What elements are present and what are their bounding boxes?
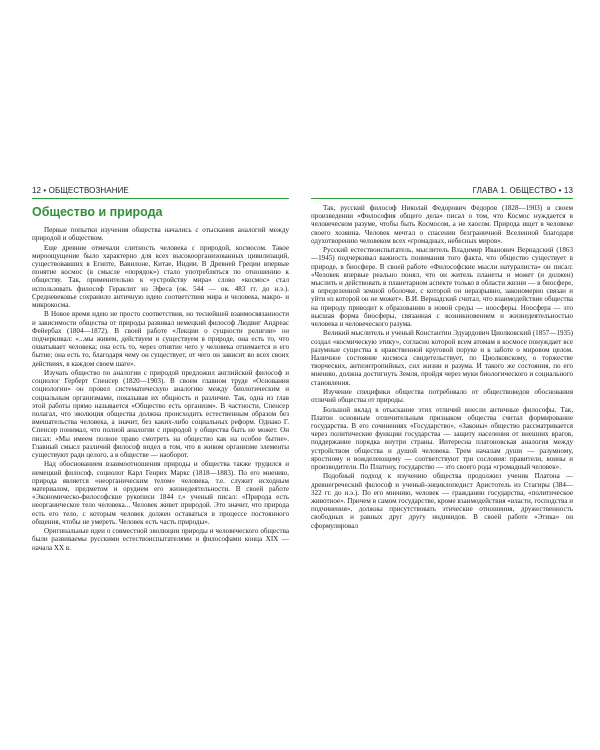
paragraph: Так, русский философ Николай Федорович Федоров (1828—1903) в своем произведении «Философия общего дела» писал о том, что Космос нуждается в человеческом разуме, чтобы быть Космосом, а не хаосом. Природа ищет в человеке своего хозяина. Человек мечтал о спасении безграничной Вселенной благодаря одухотворению человеком всех «громадных, небесных миров». — [311, 204, 573, 245]
paragraph: Еще древние отмечали слитность человека с природой, космосом. Такое мироощущение было характерно для всех высокоорганизованных цивилизаций, существовавших в Египте, Вавилоне, Китае, Индии. В Древней Греции впервые понятие космос (в смысле «порядок») стало употребляться по отношению к обществу. Так, применительно к «устройству мира» слово «космос» стал использовать философ Гераклит из Эфеса (ок. 544 — ок. 483 гг. до н.э.). Средневековье сохранило античную идею соответствия мира и человека, макро- и микрокосма. — [32, 243, 289, 310]
right-body-text — [311, 204, 573, 530]
paragraph: Подобный подход к изучению общества продолжил ученик Платона — древнегреческий философ и ученый-энциклопедист Аристотель из Стагиры (384—322 гг. до н.э.). По его мнению, человек — гражданин государства, «политическое животное». Причем в самом государстве, кроме взаимодействия «власти, господства и подчинения», должны присутствовать этические отношения, дружественность свободных и равных друг другу индивидов. В своей работе «Этика» он сформулировал — [311, 472, 573, 530]
right-running-header: ГЛАВА 1. ОБЩЕСТВО • 13 — [311, 186, 573, 199]
paragraph: Первые попытки изучения общества начались с отыскания аналогий между природой и обществом. — [32, 226, 289, 243]
paragraph: Великий мыслитель и ученый Константин Эдуардович Циолковский (1857—1935) создал «космическую этику», согласно которой всем атомам в космосе понуждает все разумные существа к нравственной круговой поруке и к заботе о мировом целом. Наличное состояние космоса свидетельствует, по Циолковскому, о торжестве творческих, антиэнтропийных, сил жизни и разума. И такого же состояния, по его мнению, должна достигнуть Земля, пройдя через муки биологического и социального становления. — [311, 329, 573, 387]
left-running-header: 12 • ОБЩЕСТВОЗНАНИЕ — [32, 186, 289, 199]
left-body-text — [32, 226, 289, 552]
left-page — [32, 186, 289, 686]
paragraph: В Новое время идею не просто соответствия, но теснейшей взаимосвязанности и зависимости общества от природы развивал немецкий философ Людвиг Андреас Фейербах (1804—1872). В своей работе «Лекции о сущности религии» он подчеркивал: «...мы живем, действуем и существуем в природе, она есть то, что охватывает человека; она есть то, через отнятие чего у человека отнимается и его бытие; она есть то, благодаря чему он существует, от чего он зависит во всех своих действиях, в каждом своем шаге». — [32, 310, 289, 368]
paragraph: Изучение специфики общества потребовало от обществоведов обоснования отличий общества от природы. — [311, 388, 573, 405]
paragraph: Русский естествоиспытатель, мыслитель Владимир Иванович Вернадский (1863—1945) подчеркивал важность понимания того факта, что общество существует в природе, в биосфере. В своей работе «Философские мысли натуралиста» он писал: «Человек впервые реально понял, что он житель планеты и может (и должен) мыслить и действовать в планетарном аспекте только в области жизни — в биосфере, в определенной земной оболочке, с которой он неразрывно, закономерно связан и уйти из которой он не может». В.И. Вернадский считал, что взаимодействие общества на природу приводит к образованию в новой среды — ноосферы. Ноосфера — это высшая форма биосферы, связанная с возникновением и жизнедеятельностью человека и человеческого разума. — [311, 246, 573, 329]
paragraph: Оригинальные идеи о совместной эволюции природы и человеческого общества были развиваемы русскими естествоиспытателями и философами конца XIX — начала XX в. — [32, 527, 289, 552]
paragraph: Изучать общество по аналогии с природой предложил английский философ и социолог Герберт Спенсер (1820—1903). В своем главном труде «Основания социологии» он провел систематическую аналогию между биологическим и социальным организмами, показывая их общность и различие. Так, одна из глав этой работы прямо называется «Общество есть организм». В частности, Спенсер полагал, что эволюция общества должна происходить естественным образом без вмешательства человека, а значит, без каких-либо социальных реформ. Однако Г. Спенсер понимал, что полной аналогии с природой у общества быть не может. Он писал: «Мы имеем полное право смотреть на общество как на особое бытие». Главный смысл различий философ видел в том, что в живом организме элементы существуют ради целого, а в обществе — наоборот. — [32, 369, 289, 460]
section-title: Общество и природа — [32, 205, 163, 219]
right-page — [311, 186, 573, 686]
paragraph: Над обоснованием взаимоотношения природы и общества также трудился и немецкий философ, социолог Карл Генрих Маркс (1818—1883). По его мнению, природа является «неорганическим телом» человека, т.е. служит исходным материалом, предметом и орудием его жизнедеятельности. В своей работе «Экономическо-философские рукописи 1844 г.» ученый писал: «Природа есть неорганическое тело человека... Человек живет природой. Это значит, что природа есть его тело, с которым человек должен оставаться в процессе постоянного общения, чтобы не умереть. Человек есть часть природы». — [32, 460, 289, 526]
paragraph: Большой вклад в отыскание этих отличий внесли античные философы. Так, Платон основным отличительным признаком общества считал формирование государства. В его сочинениях «Государство», «Законы» общество рассматривается через политические функции государства — защиту населения от внешних врагов, поддержание порядка внутри страны. Интересна платоновская аналогия между устройством общества и душой человека. Трем началам души — разумному, яростному и вожделеющему — соответствуют три сословия: правители, воины и производители. По Платону, государство — это своего рода «громадный человек». — [311, 405, 573, 472]
